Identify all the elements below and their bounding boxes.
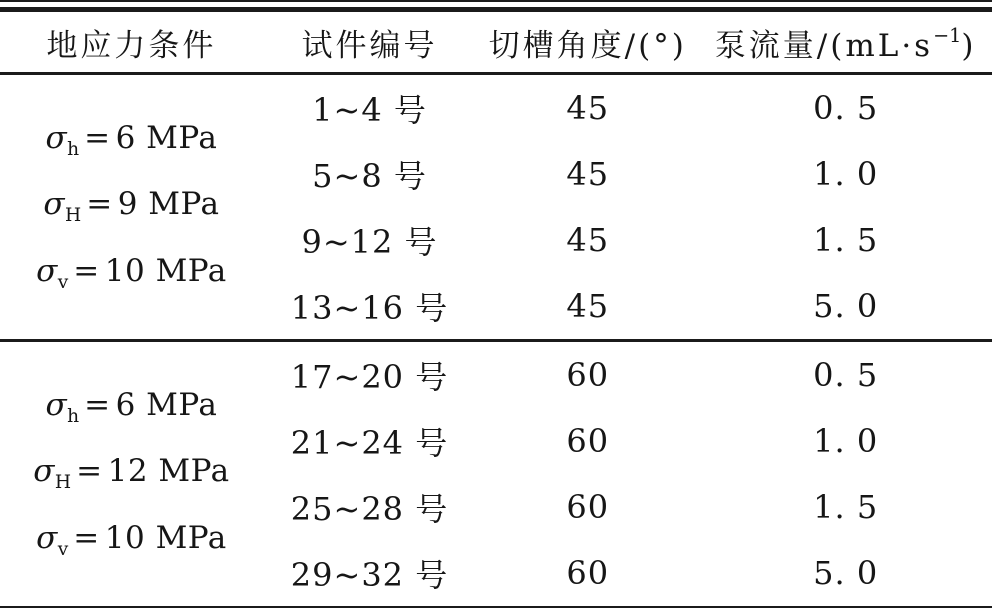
sigma-symbol: σ	[36, 519, 58, 556]
angle-cell: 45	[566, 89, 610, 127]
sigma-symbol: σ	[36, 252, 58, 289]
table-header	[0, 12, 992, 74]
sigma-subscript: h	[67, 405, 80, 427]
stress-line-sigma-v	[36, 521, 227, 561]
equals-sign: =	[76, 453, 103, 490]
header-pump-flow	[699, 12, 992, 74]
stress-value: 12 MPa	[107, 453, 230, 490]
equals-sign: =	[84, 386, 111, 423]
header-row	[0, 12, 992, 74]
equals-sign: =	[73, 252, 100, 289]
stress-line-sigma-h	[45, 121, 217, 161]
angle-cell: 60	[566, 554, 610, 592]
table-row	[0, 74, 992, 142]
flow-cell: 0. 5	[813, 356, 879, 394]
experiment-conditions-table	[0, 12, 992, 608]
sigma-symbol: σ	[45, 119, 68, 156]
stress-value: 6 MPa	[115, 119, 218, 156]
equals-sign: =	[84, 119, 111, 156]
header-pump-flow-exponent: −1	[933, 24, 962, 48]
flow-cell: 1. 5	[813, 221, 879, 259]
table-row	[0, 341, 992, 409]
stress-value: 6 MPa	[115, 386, 218, 423]
header-specimen-number-label: 试件编号	[301, 27, 438, 64]
stress-line-sigma-h	[45, 388, 217, 428]
equals-sign: =	[73, 519, 100, 556]
sigma-symbol: σ	[43, 186, 66, 223]
specimen-cell: 17~20 号	[290, 358, 449, 396]
sigma-subscript: H	[65, 205, 82, 227]
stress-group-1	[0, 74, 992, 341]
specimen-cell: 5~8 号	[312, 157, 427, 195]
flow-cell: 5. 0	[813, 554, 879, 592]
stress-line-sigma-H	[33, 454, 229, 494]
stress-value: 10 MPa	[104, 519, 227, 556]
angle-cell: 60	[566, 356, 610, 394]
header-pump-flow-label: 泵流量/(mL·s	[714, 27, 934, 64]
specimen-cell: 21~24 号	[290, 424, 449, 462]
sigma-subscript: v	[57, 539, 69, 560]
flow-cell: 1. 0	[813, 422, 879, 460]
angle-cell: 45	[566, 287, 610, 325]
angle-cell: 45	[566, 221, 610, 259]
sigma-subscript: H	[54, 472, 72, 494]
specimen-cell: 25~28 号	[290, 490, 449, 528]
stress-group-2	[0, 341, 992, 608]
flow-cell: 0. 5	[813, 89, 879, 127]
stress-lines	[0, 75, 263, 339]
stress-condition-cell-2	[0, 341, 263, 608]
header-slot-angle	[476, 12, 699, 74]
sigma-symbol: σ	[33, 453, 55, 490]
header-specimen-number	[263, 12, 476, 74]
sigma-subscript: h	[67, 138, 80, 160]
stress-line-sigma-H	[43, 187, 219, 227]
equals-sign: =	[86, 186, 113, 223]
header-stress-condition-label: 地应力条件	[46, 27, 217, 64]
stress-lines	[0, 342, 263, 606]
stress-condition-cell-1	[0, 74, 263, 341]
header-stress-condition	[0, 12, 263, 74]
angle-cell: 60	[566, 488, 610, 526]
flow-cell: 1. 5	[813, 488, 879, 526]
angle-cell: 45	[566, 155, 610, 193]
specimen-cell: 29~32 号	[290, 556, 449, 594]
sigma-subscript: v	[57, 272, 69, 293]
stress-value: 10 MPa	[104, 252, 227, 289]
angle-cell: 60	[566, 422, 610, 460]
flow-cell: 1. 0	[813, 155, 879, 193]
header-slot-angle-label: 切槽角度/(°)	[488, 27, 687, 64]
stress-value: 9 MPa	[117, 186, 220, 223]
sigma-symbol: σ	[45, 386, 68, 423]
header-pump-flow-close-paren: )	[961, 27, 977, 64]
specimen-cell: 9~12 号	[301, 223, 438, 261]
stress-line-sigma-v	[36, 254, 227, 294]
specimen-cell: 1~4 号	[312, 91, 427, 129]
specimen-cell: 13~16 号	[290, 289, 449, 327]
flow-cell: 5. 0	[813, 287, 879, 325]
